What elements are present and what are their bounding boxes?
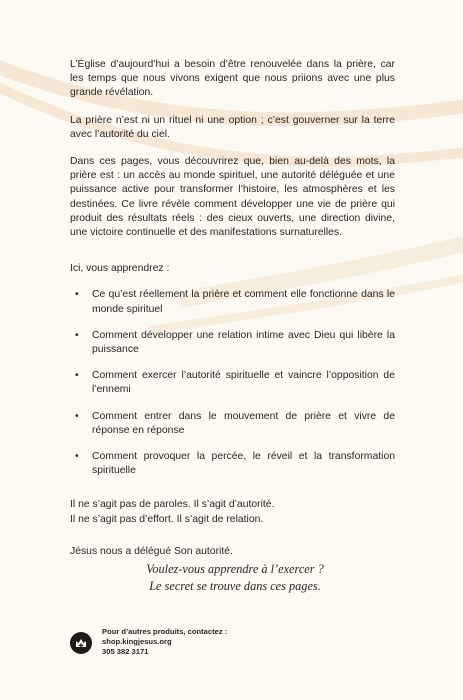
- bullet-dot-icon: •: [75, 410, 79, 422]
- publisher-logo-icon: [70, 632, 92, 654]
- back-cover-text: [70, 58, 395, 577]
- bullet-dot-icon: •: [75, 370, 79, 382]
- paragraph-1: L’Église d’aujourd’hui a besoin d’être renouvelée dans la prière, car les temps que nous vivons exigent que nous priions avec une plus grande révélation.: [70, 59, 395, 99]
- call-to-action: [140, 561, 330, 595]
- cta-line-2: Le secret se trouve dans ces pages.: [149, 579, 321, 593]
- list-item: • Comment entrer dans le mouvement de prière et vivre de réponse en réponse: [75, 410, 395, 436]
- paragraph-3: Dans ces pages, vous découvrirez que, bien au-delà des mots, la prière est : un accès au monde spirituel, une autorité déléguée et une puissance active pour transformer l’histoire, les atmosphères et les destinées. Ce livre révèle comment développer une vie de prière qui produit des résultats réels : des cieux ouverts, une direction divine, une victoire continuelle et des manifestations surnaturelles.: [70, 156, 395, 239]
- footer-phone: 305 382 3171: [102, 647, 149, 657]
- list-item: • Comment développer une relation intime avec Dieu qui libère la puissance: [75, 329, 395, 356]
- list-item: • Comment exercer l’autorité spirituelle et vaincre l’opposition de l’ennemi: [75, 370, 395, 396]
- list-item: • Comment provoquer la percée, le réveil et la transformation spirituelle: [75, 451, 395, 477]
- closing-line-1: Il ne s’agit pas de paroles. Il s’agit d’autorité.: [70, 499, 275, 511]
- bullet-dot-icon: •: [75, 451, 79, 463]
- bullet-dot-icon: •: [75, 289, 79, 301]
- footer-label: Pour d’autres produits, contactez :: [102, 627, 228, 636]
- paragraph-2: La prière n’est ni un rituel ni une option ; c’est gouverner sur la terre avec l’autorité du ciel.: [70, 114, 395, 140]
- list-item: • Ce qu’est réellement la prière et comment elle fonctionne dans le monde spirituel: [75, 289, 395, 315]
- bullet-list: [70, 288, 395, 478]
- closing-line-3: Jésus nous a délégué Son autorité.: [70, 545, 233, 557]
- footer-website: shop.kingjesus.org: [102, 637, 172, 647]
- closing-line-2: Il ne s’agit pas d’effort. Il s’agit de relation.: [70, 513, 264, 525]
- closing-statements: [70, 498, 395, 559]
- cta-line-1: Voulez-vous apprendre à l’exercer ?: [146, 562, 324, 576]
- bullet-dot-icon: •: [75, 329, 79, 341]
- footer-contact: [70, 627, 227, 658]
- intro-line: Ici, vous apprendrez :: [70, 263, 170, 275]
